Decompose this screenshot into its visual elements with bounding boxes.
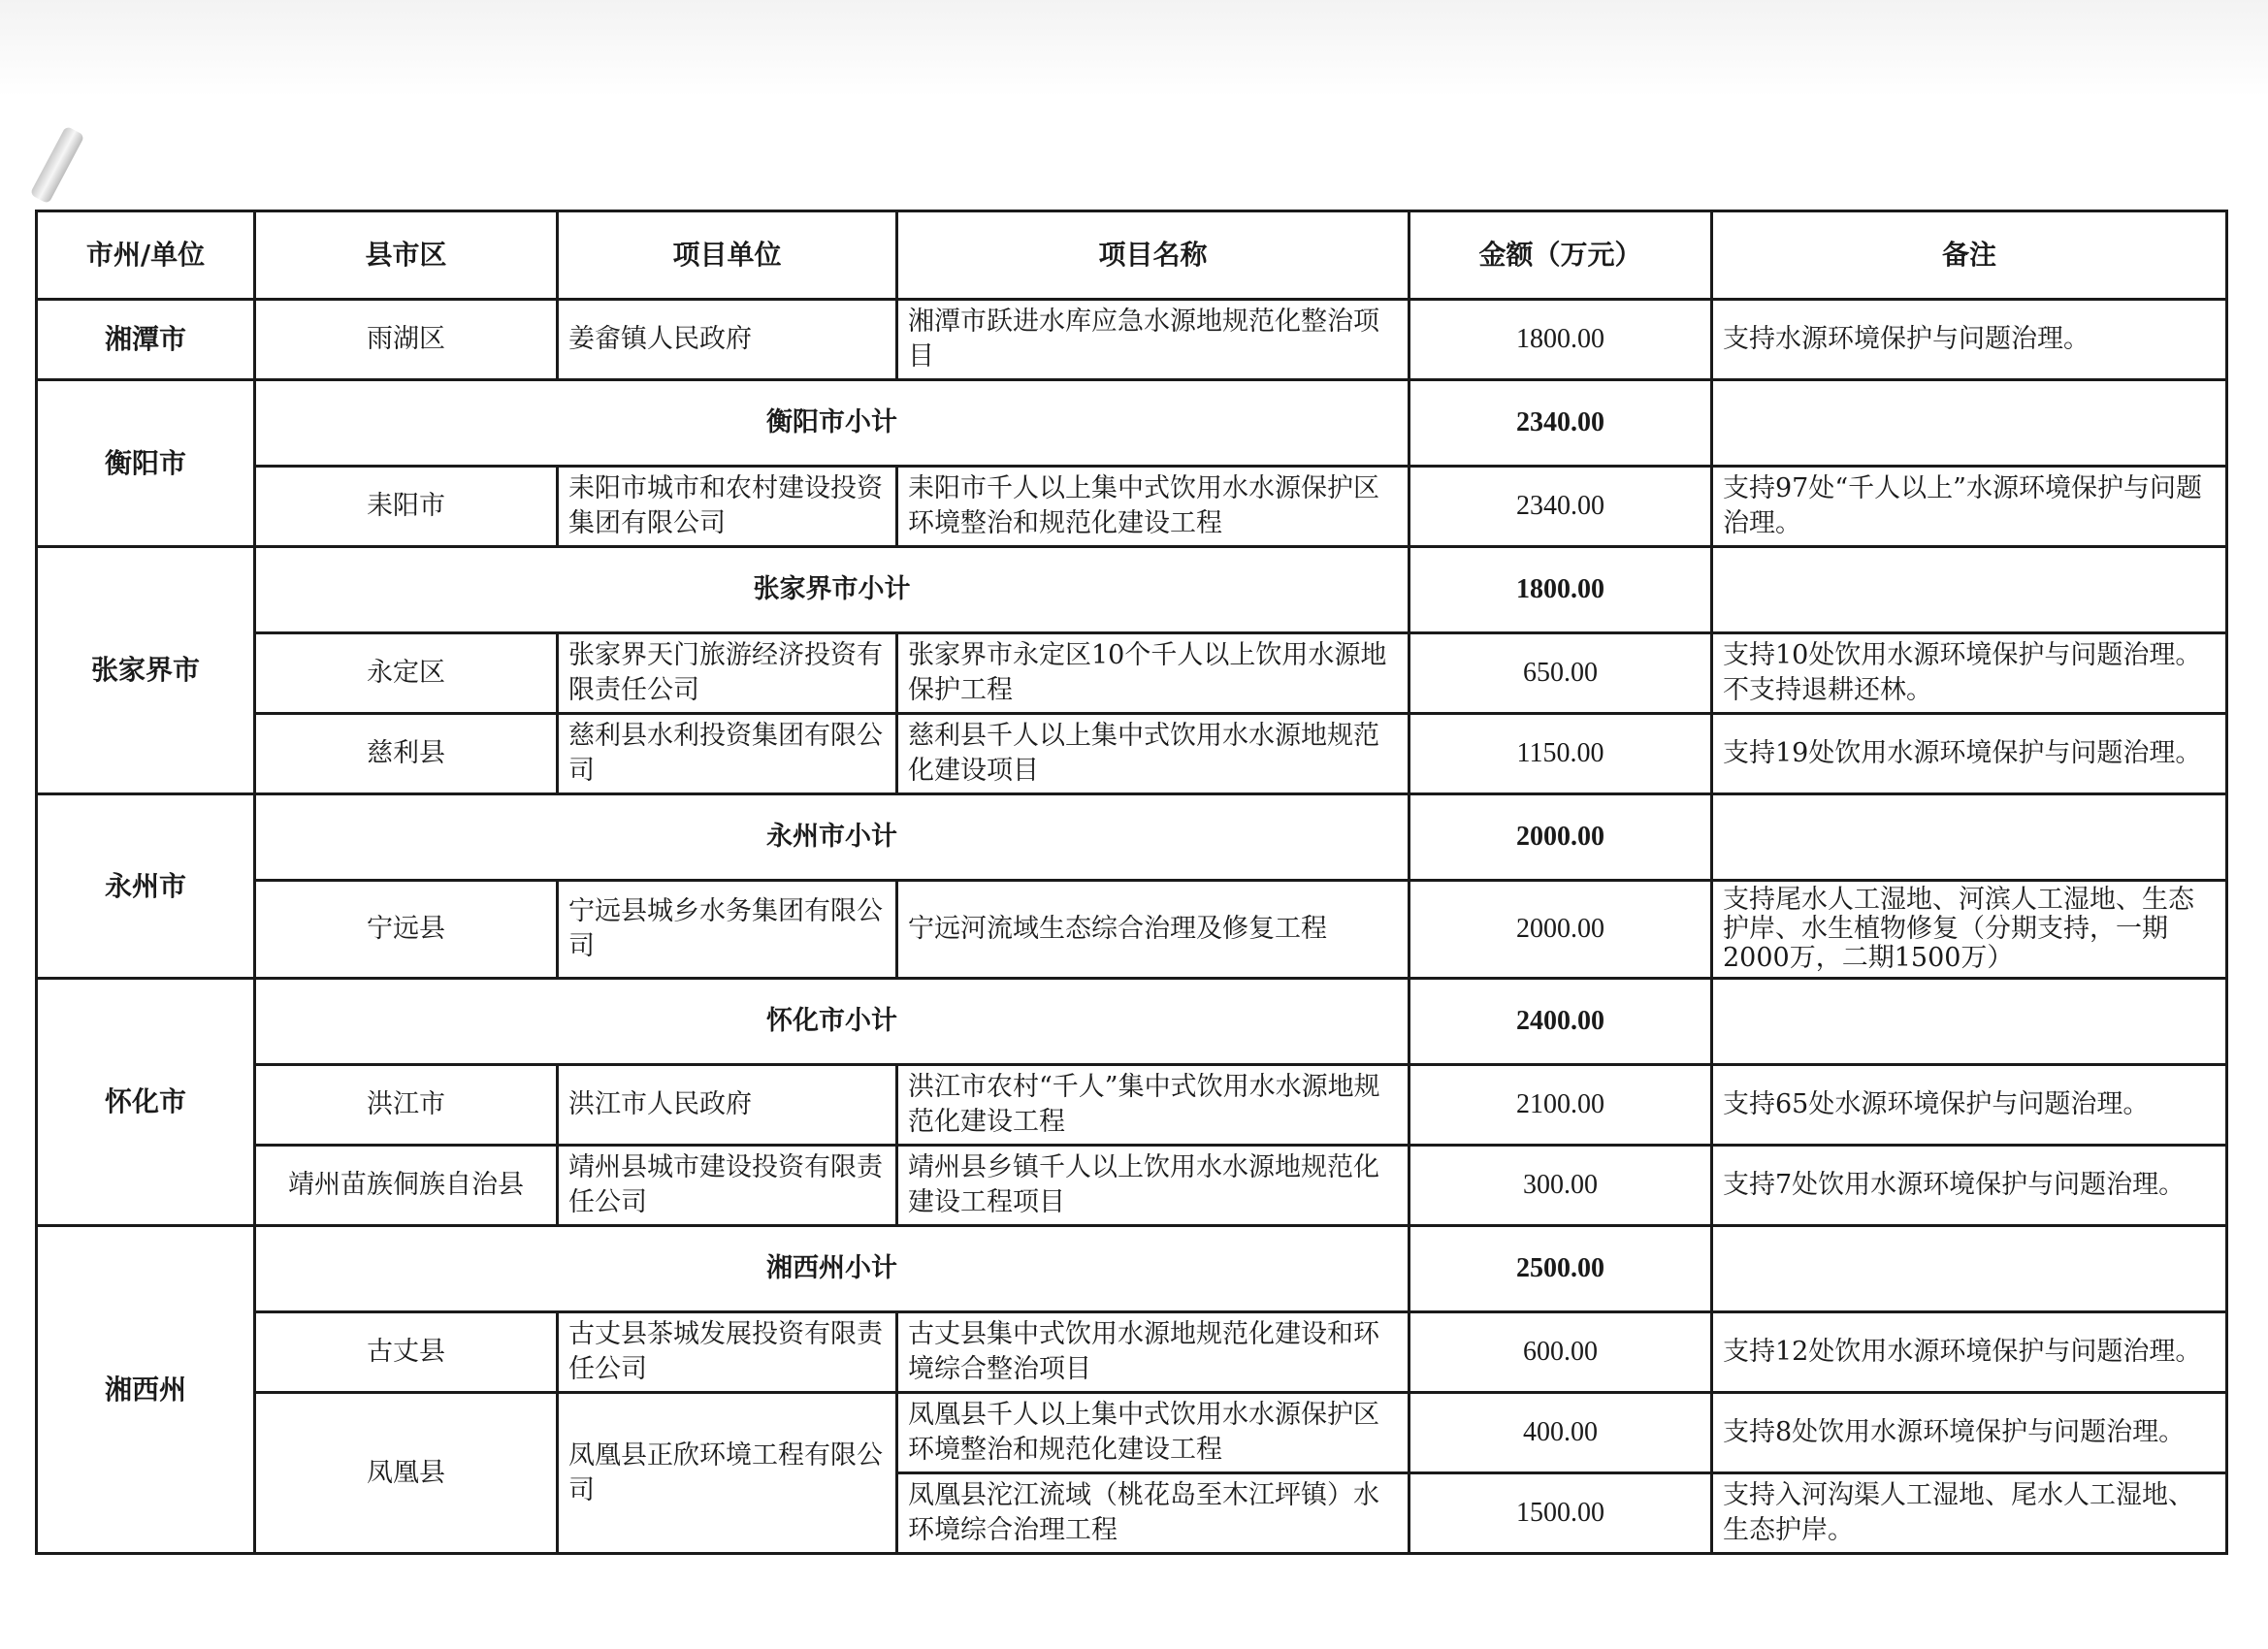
header-project: 项目名称 xyxy=(897,211,1409,300)
subtotal-label: 衡阳市小计 xyxy=(255,380,1409,467)
unit-cell: 凤凰县正欣环境工程有限公司 xyxy=(558,1393,897,1554)
subtotal-label: 湘西州小计 xyxy=(255,1226,1409,1312)
project-cell: 宁远河流域生态综合治理及修复工程 xyxy=(897,881,1409,979)
table-row xyxy=(37,1065,2227,1146)
subtotal-row xyxy=(37,1226,2227,1312)
county-cell: 古丈县 xyxy=(255,1312,558,1393)
note-cell: 支持8处饮用水源环境保护与问题治理。 xyxy=(1712,1393,2227,1473)
note-cell xyxy=(1712,979,2227,1065)
city-cell: 怀化市 xyxy=(37,979,255,1226)
unit-cell: 靖州县城市建设投资有限责任公司 xyxy=(558,1146,897,1226)
project-cell: 古丈县集中式饮用水源地规范化建设和环境综合整治项目 xyxy=(897,1312,1409,1393)
note-cell: 支持入河沟渠人工湿地、尾水人工湿地、生态护岸。 xyxy=(1712,1473,2227,1554)
unit-cell: 古丈县茶城发展投资有限责任公司 xyxy=(558,1312,897,1393)
county-cell: 耒阳市 xyxy=(255,467,558,547)
table-row xyxy=(37,1312,2227,1393)
city-cell: 湘西州 xyxy=(37,1226,255,1554)
subtotal-row xyxy=(37,380,2227,467)
note-cell: 支持65处水源环境保护与问题治理。 xyxy=(1712,1065,2227,1146)
staple-mark xyxy=(30,126,85,205)
note-cell xyxy=(1712,380,2227,467)
subtotal-amount: 1800.00 xyxy=(1409,547,1712,633)
county-cell: 宁远县 xyxy=(255,881,558,979)
subtotal-amount: 2340.00 xyxy=(1409,380,1712,467)
note-cell xyxy=(1712,547,2227,633)
amount-cell: 400.00 xyxy=(1409,1393,1712,1473)
amount-cell: 1150.00 xyxy=(1409,714,1712,794)
subtotal-label: 怀化市小计 xyxy=(255,979,1409,1065)
amount-cell: 600.00 xyxy=(1409,1312,1712,1393)
subtotal-amount: 2000.00 xyxy=(1409,794,1712,881)
subtotal-row xyxy=(37,979,2227,1065)
project-cell: 洪江市农村“千人”集中式饮用水水源地规范化建设工程 xyxy=(897,1065,1409,1146)
subtotal-amount: 2400.00 xyxy=(1409,979,1712,1065)
note-cell: 支持97处“千人以上”水源环境保护与问题治理。 xyxy=(1712,467,2227,547)
note-cell: 支持尾水人工湿地、河滨人工湿地、生态护岸、水生植物修复（分期支持，一期2000万，二期1500万） xyxy=(1712,881,2227,979)
amount-cell: 1500.00 xyxy=(1409,1473,1712,1554)
table-row xyxy=(37,1146,2227,1226)
table-row xyxy=(37,881,2227,979)
subtotal-row xyxy=(37,794,2227,881)
amount-cell: 2000.00 xyxy=(1409,881,1712,979)
header-note: 备注 xyxy=(1712,211,2227,300)
scan-shadow xyxy=(0,0,2268,97)
city-cell: 张家界市 xyxy=(37,547,255,794)
unit-cell: 耒阳市城市和农村建设投资集团有限公司 xyxy=(558,467,897,547)
note-cell: 支持12处饮用水源环境保护与问题治理。 xyxy=(1712,1312,2227,1393)
city-cell: 湘潭市 xyxy=(37,300,255,380)
note-cell xyxy=(1712,794,2227,881)
unit-cell: 洪江市人民政府 xyxy=(558,1065,897,1146)
header-amount: 金额（万元） xyxy=(1409,211,1712,300)
county-cell: 雨湖区 xyxy=(255,300,558,380)
subtotal-label: 永州市小计 xyxy=(255,794,1409,881)
county-cell: 慈利县 xyxy=(255,714,558,794)
subtotal-row xyxy=(37,547,2227,633)
project-cell: 张家界市永定区10个千人以上饮用水源地保护工程 xyxy=(897,633,1409,714)
amount-cell: 650.00 xyxy=(1409,633,1712,714)
table-row xyxy=(37,300,2227,380)
header-county: 县市区 xyxy=(255,211,558,300)
unit-cell: 宁远县城乡水务集团有限公司 xyxy=(558,881,897,979)
table-row xyxy=(37,633,2227,714)
project-cell: 湘潭市跃进水库应急水源地规范化整治项目 xyxy=(897,300,1409,380)
unit-cell: 姜畲镇人民政府 xyxy=(558,300,897,380)
header-unit: 项目单位 xyxy=(558,211,897,300)
amount-cell: 2340.00 xyxy=(1409,467,1712,547)
table-row xyxy=(37,1393,2227,1473)
city-cell: 永州市 xyxy=(37,794,255,979)
unit-cell: 张家界天门旅游经济投资有限责任公司 xyxy=(558,633,897,714)
amount-cell: 300.00 xyxy=(1409,1146,1712,1226)
note-cell: 支持10处饮用水源环境保护与问题治理。不支持退耕还林。 xyxy=(1712,633,2227,714)
amount-cell: 2100.00 xyxy=(1409,1065,1712,1146)
amount-cell: 1800.00 xyxy=(1409,300,1712,380)
table-row xyxy=(37,467,2227,547)
unit-cell: 慈利县水利投资集团有限公司 xyxy=(558,714,897,794)
city-cell: 衡阳市 xyxy=(37,380,255,547)
note-cell: 支持7处饮用水源环境保护与问题治理。 xyxy=(1712,1146,2227,1226)
project-cell: 耒阳市千人以上集中式饮用水水源保护区环境整治和规范化建设工程 xyxy=(897,467,1409,547)
table-row xyxy=(37,714,2227,794)
project-cell: 慈利县千人以上集中式饮用水水源地规范化建设项目 xyxy=(897,714,1409,794)
county-cell: 靖州苗族侗族自治县 xyxy=(255,1146,558,1226)
subtotal-amount: 2500.00 xyxy=(1409,1226,1712,1312)
header-city: 市州/单位 xyxy=(37,211,255,300)
county-cell: 洪江市 xyxy=(255,1065,558,1146)
project-cell: 靖州县乡镇千人以上饮用水水源地规范化建设工程项目 xyxy=(897,1146,1409,1226)
note-cell: 支持19处饮用水源环境保护与问题治理。 xyxy=(1712,714,2227,794)
funding-table xyxy=(35,210,2228,1555)
note-cell: 支持水源环境保护与问题治理。 xyxy=(1712,300,2227,380)
project-cell: 凤凰县沱江流域（桃花岛至木江坪镇）水环境综合治理工程 xyxy=(897,1473,1409,1554)
subtotal-label: 张家界市小计 xyxy=(255,547,1409,633)
county-cell: 凤凰县 xyxy=(255,1393,558,1554)
table-header-row xyxy=(37,211,2227,300)
county-cell: 永定区 xyxy=(255,633,558,714)
project-cell: 凤凰县千人以上集中式饮用水水源保护区环境整治和规范化建设工程 xyxy=(897,1393,1409,1473)
note-cell xyxy=(1712,1226,2227,1312)
